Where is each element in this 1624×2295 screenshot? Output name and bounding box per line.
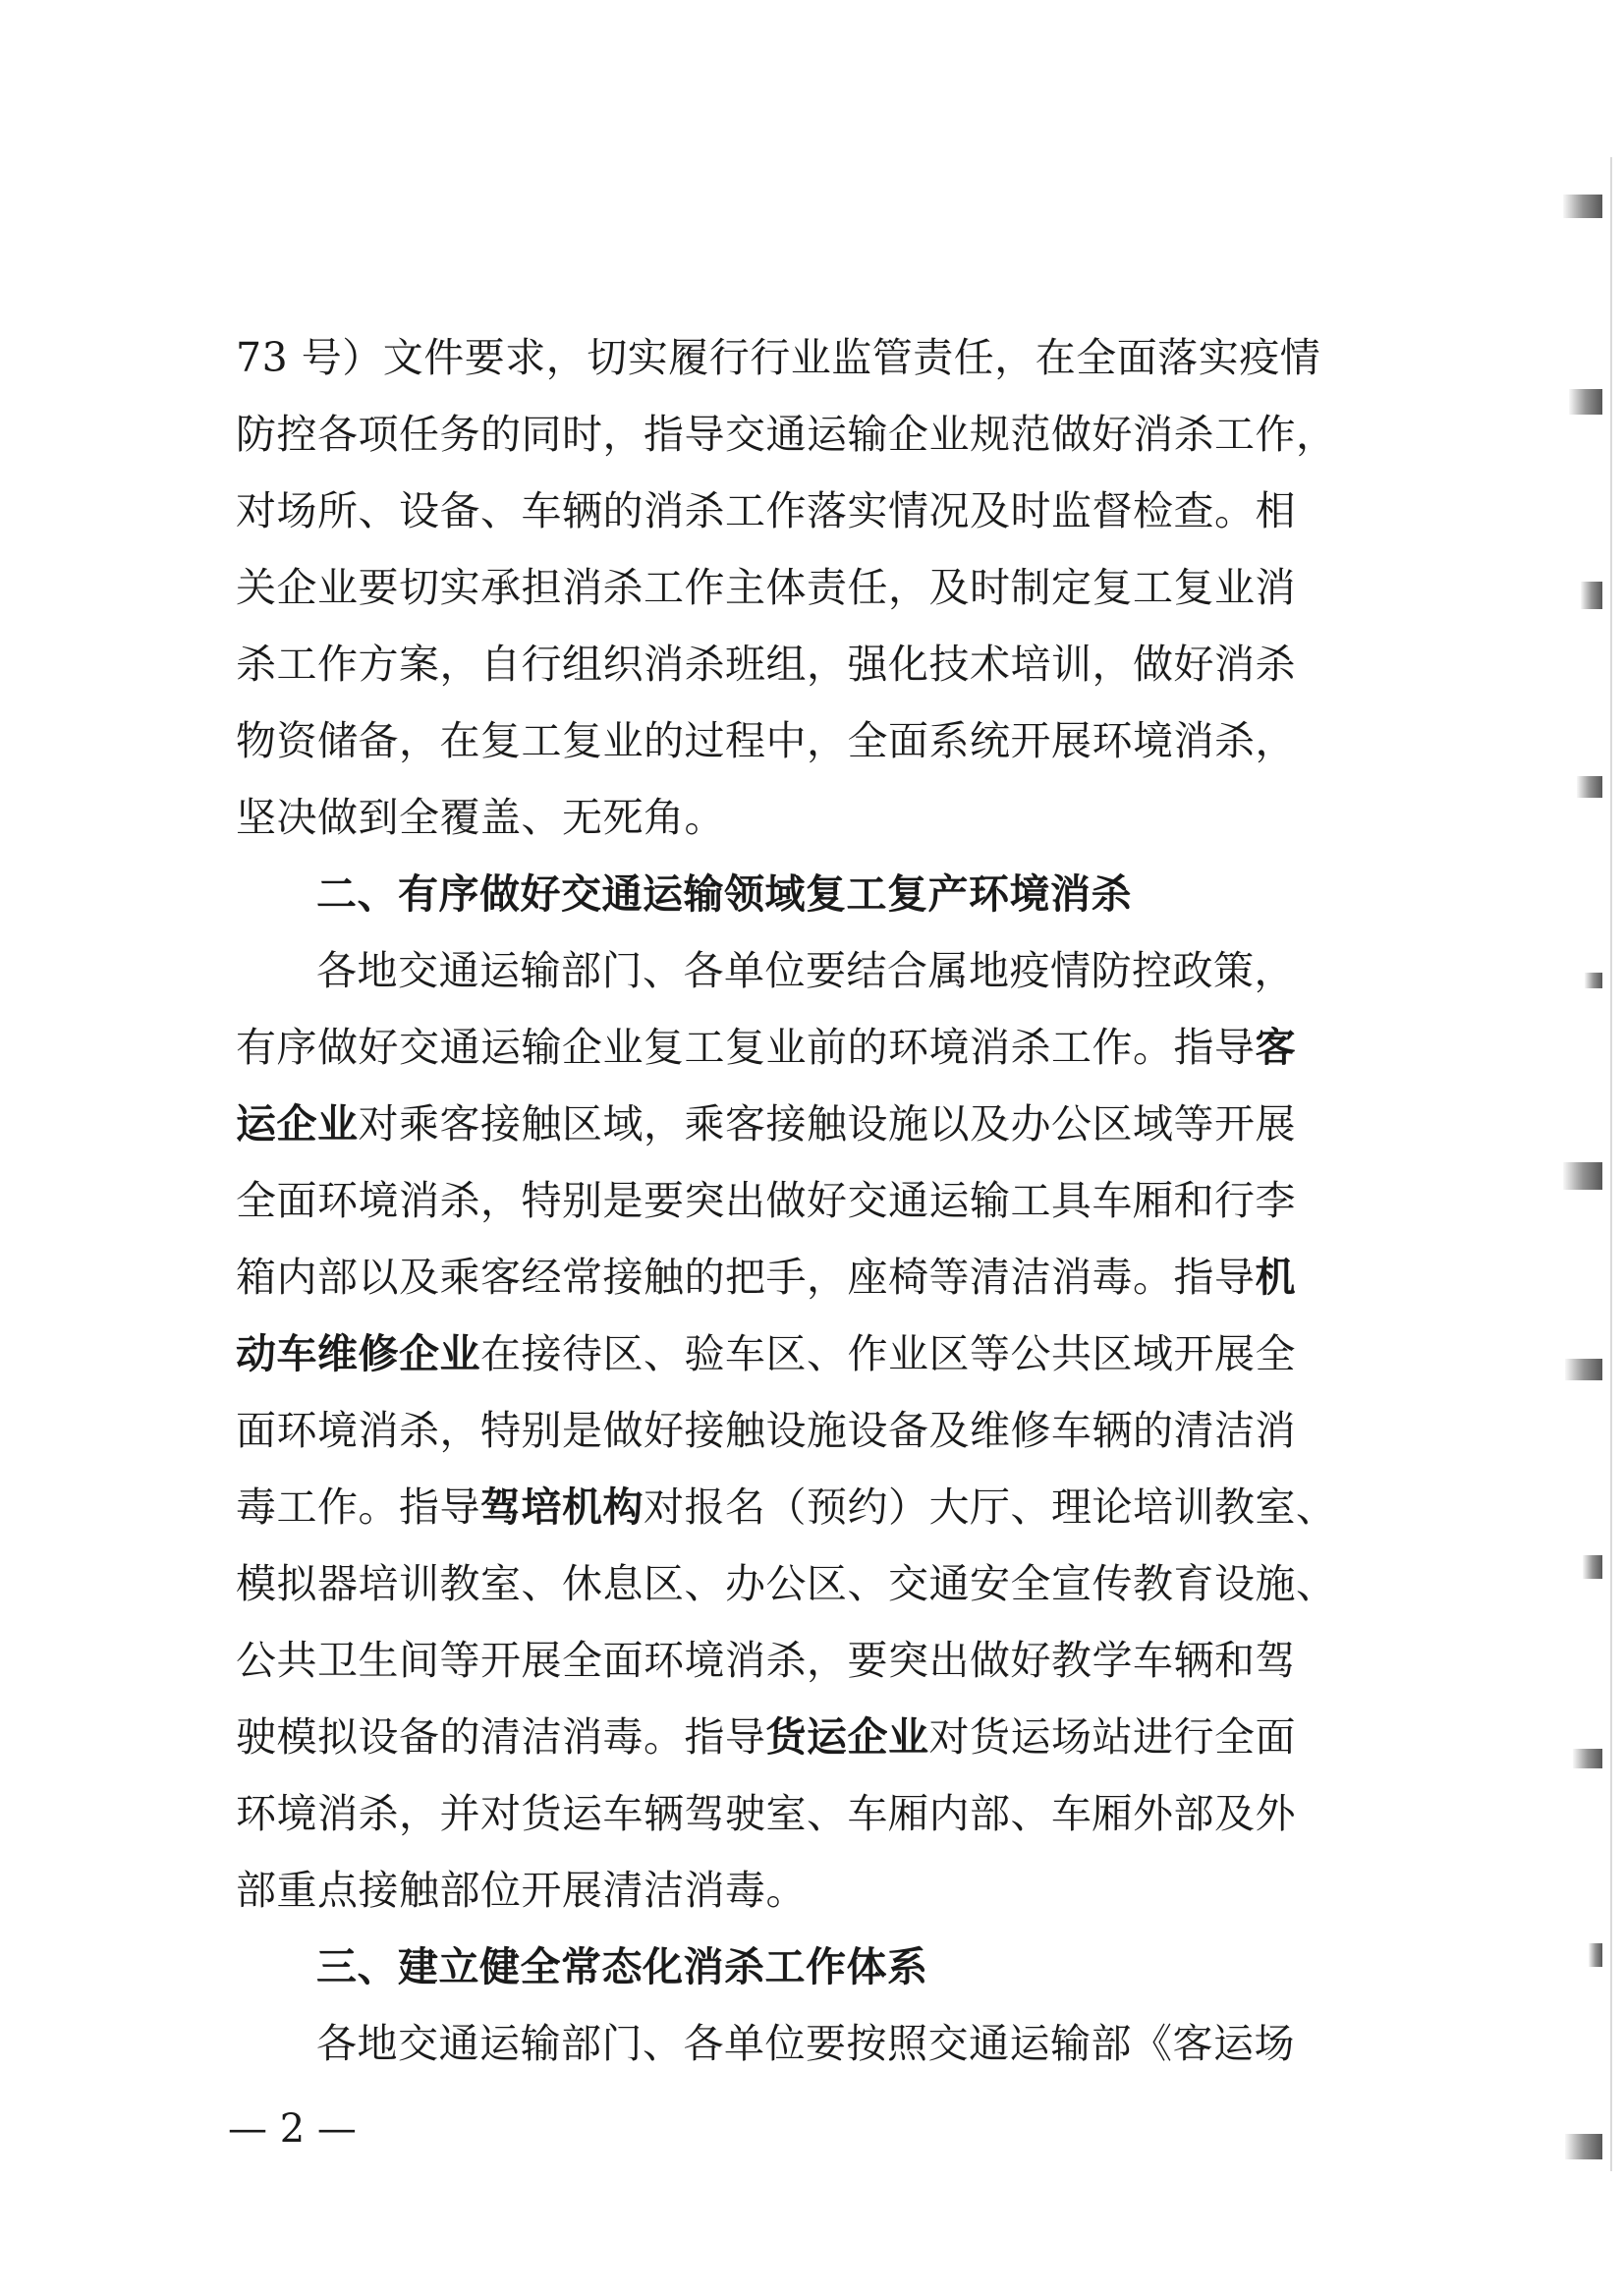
section2-line-8: 毒工作。指导驾培机构对报名（预约）大厅、理论培训教室、 [236,1483,1337,1531]
binding-mark [1585,973,1602,988]
bold-passenger-enterprise-start: 客 [1255,1024,1296,1071]
section2-line-10: 公共卫生间等开展全面环境消杀，要突出做好教学车辆和驾 [236,1637,1296,1684]
scan-edge-line [1610,157,1612,2171]
binding-mark [1573,1749,1602,1768]
section2-line-11: 驶模拟设备的清洁消毒。指导货运企业对货运场站进行全面 [236,1713,1296,1761]
bold-vehicle-repair-end: 动车维修企业 [236,1330,480,1377]
section2-line-1: 各地交通运输部门、各单位要结合属地疫情防控政策， [316,947,1295,994]
page-number: — 2 — [228,2106,357,2152]
binding-mark [1563,1162,1602,1190]
bold-freight-enterprise: 货运企业 [765,1713,929,1761]
bold-passenger-enterprise-end: 运企业 [236,1100,359,1148]
paragraph1-line-3: 对场所、设备、车辆的消杀工作落实情况及时监督检查。相 [236,487,1296,534]
paragraph1-line-5: 杀工作方案，自行组织消杀班组，强化技术培训，做好消杀 [236,641,1296,688]
section2-line-9: 模拟器培训教室、休息区、办公区、交通安全宣传教育设施、 [236,1560,1337,1607]
section2-line-4: 全面环境消杀，特别是要突出做好交通运输工具车厢和行李 [236,1177,1296,1224]
section2-line-3: 运企业对乘客接触区域，乘客接触设施以及办公区域等开展 [236,1100,1296,1148]
binding-mark [1569,389,1602,415]
section2-line-6: 动车维修企业在接待区、验车区、作业区等公共区域开展全 [236,1330,1296,1377]
section2-heading: 二、有序做好交通运输领域复工复产环境消杀 [316,870,1132,918]
section3-line-1: 各地交通运输部门、各单位要按照交通运输部《客运场 [316,2020,1295,2067]
paragraph1-line-7: 坚决做到全覆盖、无死角。 [236,794,725,841]
section3-heading: 三、建立健全常态化消杀工作体系 [316,1943,928,1990]
section2-line-2: 有序做好交通运输企业复工复业前的环境消杀工作。指导客 [236,1024,1296,1071]
paragraph1-line-1: 73 号）文件要求，切实履行行业监管责任，在全面落实疫情 [236,334,1321,381]
section2-line-12: 环境消杀，并对货运车辆驾驶室、车厢内部、车厢外部及外 [236,1790,1296,1837]
section2-line-7: 面环境消杀，特别是做好接触设施设备及维修车辆的清洁消 [236,1407,1296,1454]
binding-mark [1581,582,1602,609]
binding-mark [1577,776,1602,798]
binding-mark [1565,1359,1602,1380]
binding-mark [1563,195,1602,218]
paragraph1-line-2: 防控各项任务的同时，指导交通运输企业规范做好消杀工作， [236,411,1337,458]
section2-line-5: 箱内部以及乘客经常接触的把手，座椅等清洁消毒。指导机 [236,1254,1296,1301]
bold-vehicle-repair-start: 机 [1255,1254,1296,1301]
paragraph1-line-6: 物资储备，在复工复业的过程中，全面系统开展环境消杀， [236,717,1296,764]
binding-mark [1583,1555,1602,1579]
binding-mark [1565,2134,1602,2159]
section2-line-13: 部重点接触部位开展清洁消毒。 [236,1867,807,1914]
binding-mark [1589,1943,1602,1967]
bold-driving-school: 驾培机构 [480,1483,644,1531]
paragraph1-line-4: 关企业要切实承担消杀工作主体责任，及时制定复工复业消 [236,564,1296,611]
